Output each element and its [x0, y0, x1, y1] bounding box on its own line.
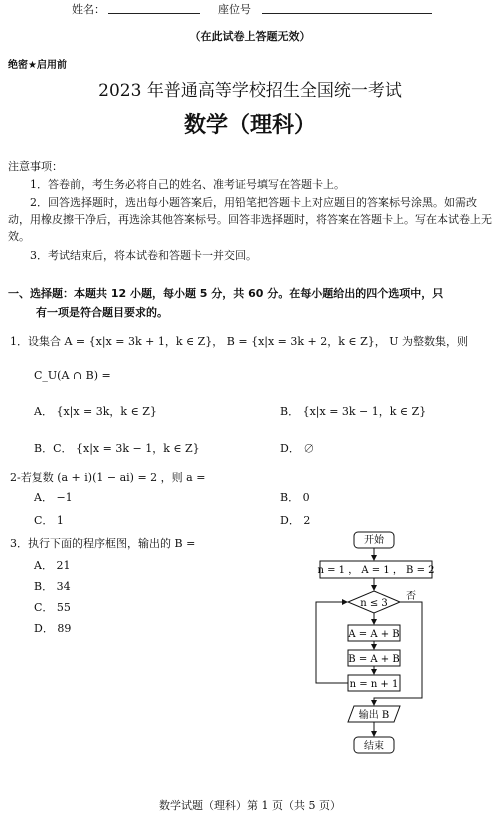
exam-title: 2023 年普通高等学校招生全国统一考试: [98, 81, 402, 101]
name-label: 姓名：: [72, 3, 105, 16]
note-1: 1．答卷前，考生务必将自己的姓名、准考证号填写在答题卡上。: [30, 178, 345, 191]
flow-no-label: 否: [406, 591, 416, 602]
seat-label: 座位号: [218, 3, 251, 16]
q1-stem: 1．设集合 A = {x|x = 3k + 1，k ∈ Z}， B = {x|x = 3k + 2，k ∈ Z}， U 为整数集，则: [10, 335, 468, 348]
q1-option-a[interactable]: A． {x|x = 3k，k ∈ Z}: [34, 405, 157, 418]
note-3: 3．考试结束后，将本试卷和答题卡一并交回。: [30, 249, 257, 262]
q3-stem: 3．执行下面的程序框图，输出的 B =: [10, 537, 196, 550]
section1-line1: 一、选择题：本题共 12 小题，每小题 5 分，共 60 分。在每小题给出的四个选项中，只: [8, 287, 444, 300]
flow-step1-text: A = A + B: [348, 629, 400, 640]
program-flowchart: [310, 528, 490, 760]
q2-option-a[interactable]: A． −1: [34, 491, 73, 504]
secret-mark: 绝密★启用前: [8, 60, 67, 71]
q1-option-b[interactable]: B． {x|x = 3k − 1，k ∈ Z}: [280, 405, 427, 418]
q3-option-a[interactable]: A． 21: [34, 559, 71, 572]
name-blank[interactable]: [108, 0, 200, 14]
section1-line2: 有一项是符合题目要求的。: [36, 306, 168, 319]
q1-option-d[interactable]: D． ∅: [280, 442, 315, 455]
subject-title: 数学（理科）: [183, 113, 316, 138]
flow-end-text: 结束: [364, 741, 384, 752]
q3-option-b[interactable]: B． 34: [34, 580, 71, 593]
flow-init-text: n = 1 ， A = 1 ， B = 2: [317, 565, 435, 576]
q2-option-d[interactable]: D． 2: [280, 514, 311, 527]
page-footer: 数学试题（理科）第 1 页（共 5 页）: [159, 799, 341, 812]
flow-start-text: 开始: [364, 535, 384, 546]
note-2: 2．回答选择题时，选出每小题答案后，用铅笔把答题卡上对应题目的答案标号涂黑。如需改动，用橡皮擦干净后，再选涂其他答案标号。回答非选择题时，将答案在答题卡上。写在本试卷上无效。: [8, 196, 492, 243]
flow-step2-text: B = A + B: [348, 654, 400, 665]
q2-option-c[interactable]: C． 1: [34, 514, 64, 527]
q3-option-d[interactable]: D． 89: [34, 622, 72, 635]
seat-blank[interactable]: [262, 0, 432, 14]
invalid-notice: （在此试卷上答题无效）: [189, 30, 311, 43]
flow-step3-text: n = n + 1: [349, 679, 399, 690]
q2-option-b[interactable]: B． 0: [280, 491, 310, 504]
q3-option-c[interactable]: C． 55: [34, 601, 71, 614]
flow-condition-text: n ≤ 3: [360, 598, 388, 609]
q2-stem: 2-若复数 (a + i)(1 − ai) = 2 ，则 a =: [10, 471, 206, 484]
q1-expr: C_U(A ∩ B) =: [34, 369, 111, 382]
notes-heading: 注意事项：: [8, 160, 63, 173]
q1-option-c[interactable]: B．C． {x|x = 3k − 1，k ∈ Z}: [34, 442, 200, 455]
flow-output-text: 输出 B: [358, 710, 390, 721]
